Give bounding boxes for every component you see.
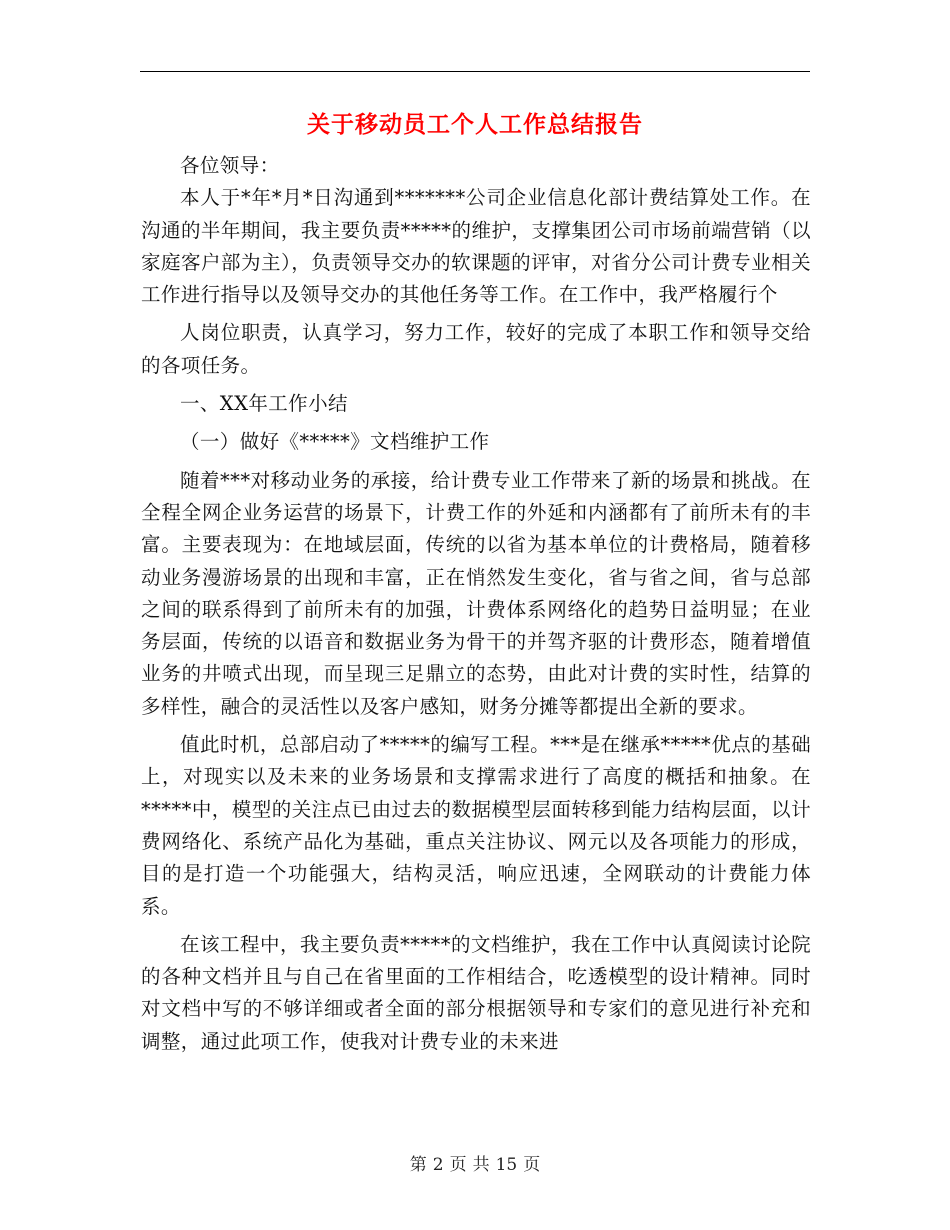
header-rule: [140, 71, 810, 72]
footer-total-pages: 15: [495, 1155, 518, 1175]
footer-page-word: 页: [449, 1155, 467, 1175]
paragraph-duties: 人岗位职责，认真学习，努力工作，较好的完成了本职工作和领导交给的各项任务。: [141, 321, 811, 377]
paragraph-role: 在该工程中，我主要负责*****的文档维护，我在工作中认真阅读讨论院的各种文档并且与自己在省里面的工作相结合，吃透模型的设计精神。同时对文档中写的不够详细或者全面的部分根据领导和专家们的意见进行补充和调整，通过此项工作，使我对计费专业的未来进: [141, 932, 811, 1053]
paragraph-project: 值此时机，总部启动了*****的编写工程。***是在继承*****优点的基础上，对现实以及未来的业务场景和支撑需求进行了高度的概括和抽象。在*****中，模型的关注点已由过去的数据模型层面转移到能力结构层面，以计费网络化、系统产品化为基础，重点关注协议、网元以及各项能力的形成，目的是打造一个功能强大，结构灵活，响应迅速，全网联动的计费能力体系。: [141, 733, 811, 918]
footer-prefix: 第: [409, 1155, 427, 1175]
footer-suffix: 页: [523, 1155, 541, 1175]
section-heading-summary: 一、XX年工作小结: [180, 392, 348, 416]
page-footer: [140, 1154, 810, 1176]
paragraph-background: 随着***对移动业务的承接，给计费专业工作带来了新的场景和挑战。在全程全网企业务运营的场景下，计费工作的外延和内涵都有了前所未有的丰富。主要表现为：在地域层面，传统的以省为基本单位的计费格局，随着移动业务漫游场景的出现和丰富，正在悄然发生变化，省与省之间，省与总部之间的联系得到了前所未有的加强，计费体系网络化的趋势日益明显；在业务层面，传统的以语音和数据业务为骨干的并驾齐驱的计费形态，随着增值业务的井喷式出现，而呈现三足鼎立的态势，由此对计费的实时性，结算的多样性，融合的灵活性以及客户感知，财务分摊等都提出全新的要求。: [141, 468, 811, 718]
salutation: 各位领导：: [180, 154, 280, 177]
subsection-heading-docs: （一）做好《*****》文档维护工作: [180, 430, 490, 454]
footer-total-word: 共: [472, 1155, 490, 1175]
paragraph-intro: 本人于*年*月*日沟通到*******公司企业信息化部计费结算处工作。在沟通的半年期间，我主要负责*****的维护，支撑集团公司市场前端营销（以家庭客户部为主），负责领导交办的软课题的评审，对省分公司计费专业相关工作进行指导以及领导交办的其他任务等工作。在工作中，我严格履行个: [141, 186, 811, 307]
document-title: 关于移动员工个人工作总结报告: [307, 112, 643, 138]
document-body: [141, 150, 811, 1058]
footer-page-number: 2: [432, 1155, 444, 1175]
